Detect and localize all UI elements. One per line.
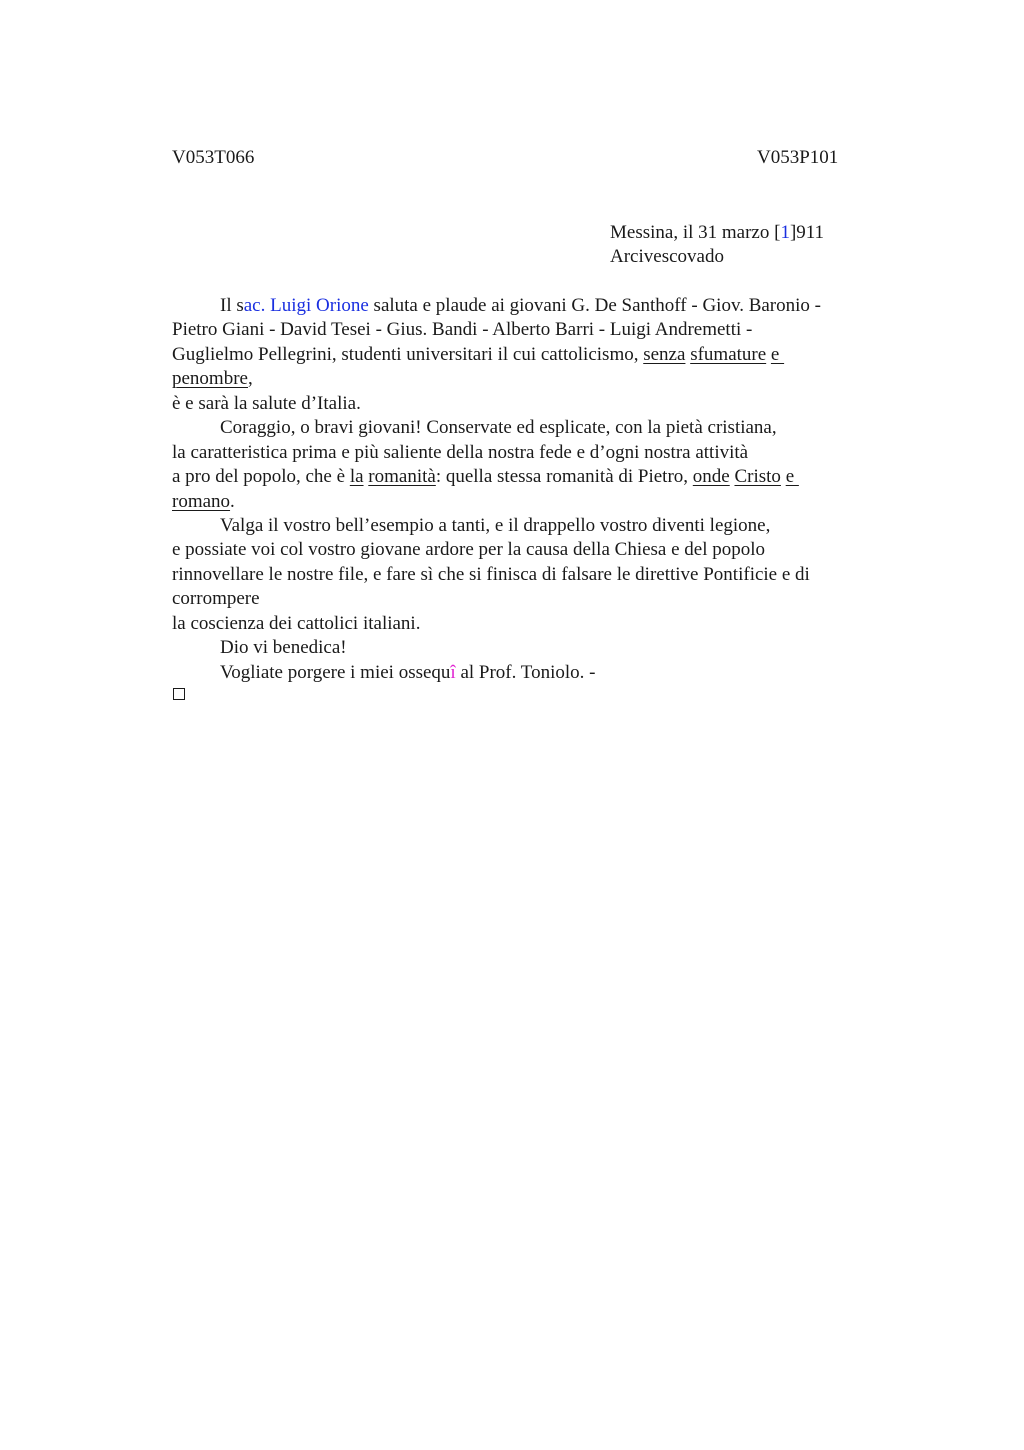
- underlined-word: Cristo: [734, 466, 781, 487]
- p1-l4-b: ,: [247, 368, 253, 389]
- p3-line-2: e possiate voi col vostro giovane ardore per la causa della Chiesa e del popolo: [172, 539, 766, 560]
- dateline-place: Arcivescovado: [610, 246, 724, 267]
- underlined-word: e: [770, 344, 785, 365]
- p2-line-2: la caratteristica prima e più saliente della nostra fede e d’ogni nostra attività: [172, 442, 749, 463]
- closing-line: [220, 661, 595, 685]
- blessing-line: Dio vi benedica!: [220, 637, 347, 658]
- underlined-word: e: [785, 466, 799, 487]
- highlighted-letter: î: [450, 662, 456, 683]
- p1-line-2: Pietro Giani - David Tesei - Gius. Bandi - Alberto Barri - Luigi Andremetti -: [172, 319, 753, 340]
- p2-line-3: [172, 465, 799, 489]
- p1-l1-c: saluta e plaude ai giovani G. De Santhoff - Giov. Baronio -: [368, 295, 821, 316]
- underlined-word: romanità: [368, 466, 436, 487]
- p1-l1-a: Il s: [220, 295, 244, 316]
- p3-line-5: la coscienza dei cattolici italiani.: [172, 613, 421, 634]
- dateline-suffix: ]911: [789, 222, 825, 243]
- p2-line-4: [172, 490, 235, 514]
- p1-line-3: [172, 343, 784, 367]
- p1-line-5: è e sarà la salute d’Italia.: [172, 393, 361, 414]
- p2-l4-b: .: [230, 491, 235, 512]
- p3-line-4: corrompere: [172, 588, 260, 609]
- end-marker-box-icon: [173, 688, 185, 700]
- author-name: ac. Luigi Orione: [243, 295, 369, 316]
- p1-l3-a: Guglielmo Pellegrini, studenti universitari il cui cattolicismo,: [172, 344, 644, 365]
- underlined-word: romano: [172, 491, 231, 512]
- underlined-word: senza: [643, 344, 686, 365]
- underlined-word: sfumature: [690, 344, 767, 365]
- p5-c: al Prof. Toniolo. -: [455, 662, 596, 683]
- dateline-prefix: Messina, il 31 marzo [: [610, 222, 781, 243]
- p3-line-3: rinnovellare le nostre file, e fare sì che si finisca di falsare le direttive Pontificie e di: [172, 564, 810, 585]
- underlined-word: onde: [692, 466, 730, 487]
- underlined-word: la: [349, 466, 364, 487]
- underlined-word: penombre: [172, 368, 248, 389]
- p3-line-1: Valga il vostro bell’esempio a tanti, e il drappello vostro diventi legione,: [220, 515, 771, 536]
- document-code-left: V053T066: [172, 147, 255, 168]
- p2-l3-a: a pro del popolo, che è: [172, 466, 350, 487]
- p1-line-1: [220, 294, 821, 318]
- p5-a: Vogliate porgere i miei ossequ: [220, 662, 451, 683]
- document-code-right: V053P101: [757, 147, 839, 168]
- dateline: [610, 222, 824, 244]
- p1-line-4: [172, 367, 253, 391]
- dateline-year-digit: 1: [780, 222, 790, 243]
- p2-l3-b: : quella stessa romanità di Pietro,: [435, 466, 693, 487]
- p2-line-1: Coraggio, o bravi giovani! Conservate ed esplicate, con la pietà cristiana,: [220, 417, 777, 438]
